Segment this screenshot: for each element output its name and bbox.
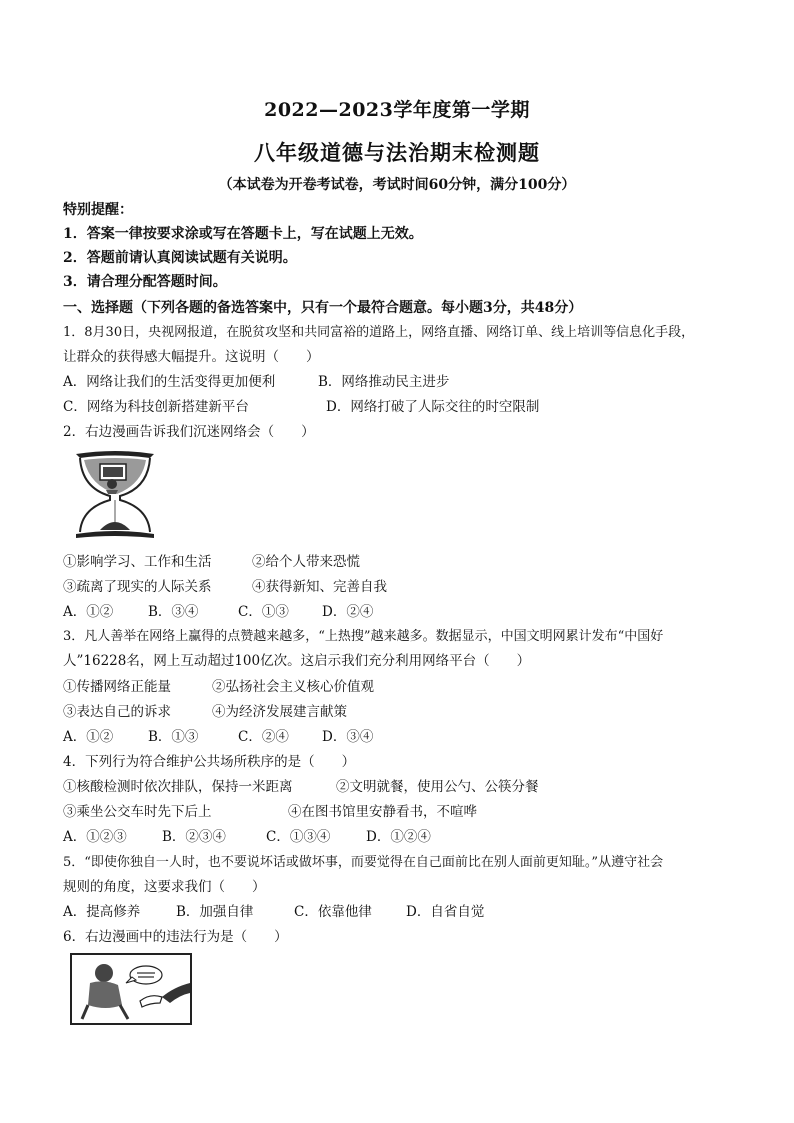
notice-item-2: 2．答题前请认真阅读试题有关说明。	[63, 250, 297, 266]
q3-statement-3: ③表达自己的诉求	[63, 704, 171, 720]
q1-option-a: A．网络让我们的生活变得更加便利	[63, 374, 276, 390]
q6-stem: 6．右边漫画中的违法行为是（ ）	[63, 929, 288, 945]
q3-option-a: A．①②	[63, 729, 114, 745]
q5-option-c: C．依靠他律	[294, 904, 372, 920]
q1-option-c: C．网络为科技创新搭建新平台	[63, 399, 249, 415]
q5-option-d: D．自省自觉	[406, 904, 485, 920]
exam-subject-title: 八年级道德与法治期末检测题	[254, 140, 540, 165]
exam-instructions: （本试卷为开卷考试卷，考试时间60分钟，满分100分）	[218, 177, 576, 193]
q2-option-a: A．①②	[63, 604, 114, 620]
notice-item-3: 3．请合理分配答题时间。	[63, 274, 227, 290]
q3-stem-line1: 3．凡人善举在网络上赢得的点赞越来越多，“上热搜”越来越多。数据显示，中国文明网累计发布“中国好	[63, 629, 664, 644]
q3-option-c: C．②④	[238, 729, 289, 745]
exam-term-title: 2022—2023学年度第一学期	[264, 99, 530, 121]
q5-option-b: B．加强自律	[176, 904, 254, 920]
notice-heading: 特别提醒：	[63, 202, 133, 218]
q2-statement-2: ②给个人带来恐慌	[252, 554, 360, 570]
q4-statement-2: ②文明就餐，使用公勺、公筷分餐	[336, 779, 539, 795]
hourglass-cartoon	[70, 448, 160, 543]
q3-statement-4: ④为经济发展建言献策	[212, 704, 347, 720]
notice-item-1: 1．答案一律按要求涂或写在答题卡上，写在试题上无效。	[63, 226, 423, 242]
q2-option-c: C．①③	[238, 604, 289, 620]
q4-option-c: C．①③④	[266, 829, 331, 845]
q4-statement-3: ③乘坐公交车时先下后上	[63, 804, 212, 820]
q1-option-b: B．网络推动民主进步	[318, 374, 450, 390]
q3-option-d: D．③④	[322, 729, 374, 745]
q4-statement-1: ①核酸检测时依次排队，保持一米距离	[63, 779, 293, 795]
q4-option-d: D．①②④	[366, 829, 431, 845]
bribery-cartoon	[70, 953, 192, 1025]
q4-option-b: B．②③④	[162, 829, 226, 845]
q2-statement-4: ④获得新知、完善自我	[252, 579, 387, 595]
q2-option-b: B．③④	[148, 604, 199, 620]
q2-statement-1: ①影响学习、工作和生活	[63, 554, 212, 570]
q1-stem-line1: 1．8月30日，央视网报道，在脱贫攻坚和共同富裕的道路上，网络直播、网络订单、线上培训等信息化手段，	[63, 325, 695, 340]
q5-stem-line1: 5．“即使你独自一人时，也不要说坏话或做坏事，而要觉得在自己面前比在别人面前更知耻。”从遵守社会	[63, 855, 664, 870]
q3-statement-2: ②弘扬社会主义核心价值观	[212, 679, 374, 695]
q4-stem: 4．下列行为符合维护公共场所秩序的是（ ）	[63, 754, 356, 770]
q3-stem-line2: 人”16228名，网上互动超过100亿次。这启示我们充分利用网络平台（ ）	[63, 653, 531, 669]
q3-option-b: B．①③	[148, 729, 199, 745]
q2-statement-3: ③疏离了现实的人际关系	[63, 579, 212, 595]
q4-statement-4: ④在图书馆里安静看书，不喧哗	[288, 804, 477, 820]
section-heading: 一、选择题（下列各题的备选答案中，只有一个最符合题意。每小题3分，共48分）	[63, 300, 583, 316]
q5-option-a: A．提高修养	[63, 904, 141, 920]
q1-stem-line2: 让群众的获得感大幅提升。这说明（ ）	[63, 349, 320, 365]
q2-option-d: D．②④	[322, 604, 374, 620]
q2-stem: 2．右边漫画告诉我们沉迷网络会（ ）	[63, 424, 315, 440]
q1-option-d: D．网络打破了人际交往的时空限制	[326, 399, 540, 415]
q3-statement-1: ①传播网络正能量	[63, 679, 171, 695]
q5-stem-line2: 规则的角度，这要求我们（ ）	[63, 879, 266, 895]
q4-option-a: A．①②③	[63, 829, 127, 845]
